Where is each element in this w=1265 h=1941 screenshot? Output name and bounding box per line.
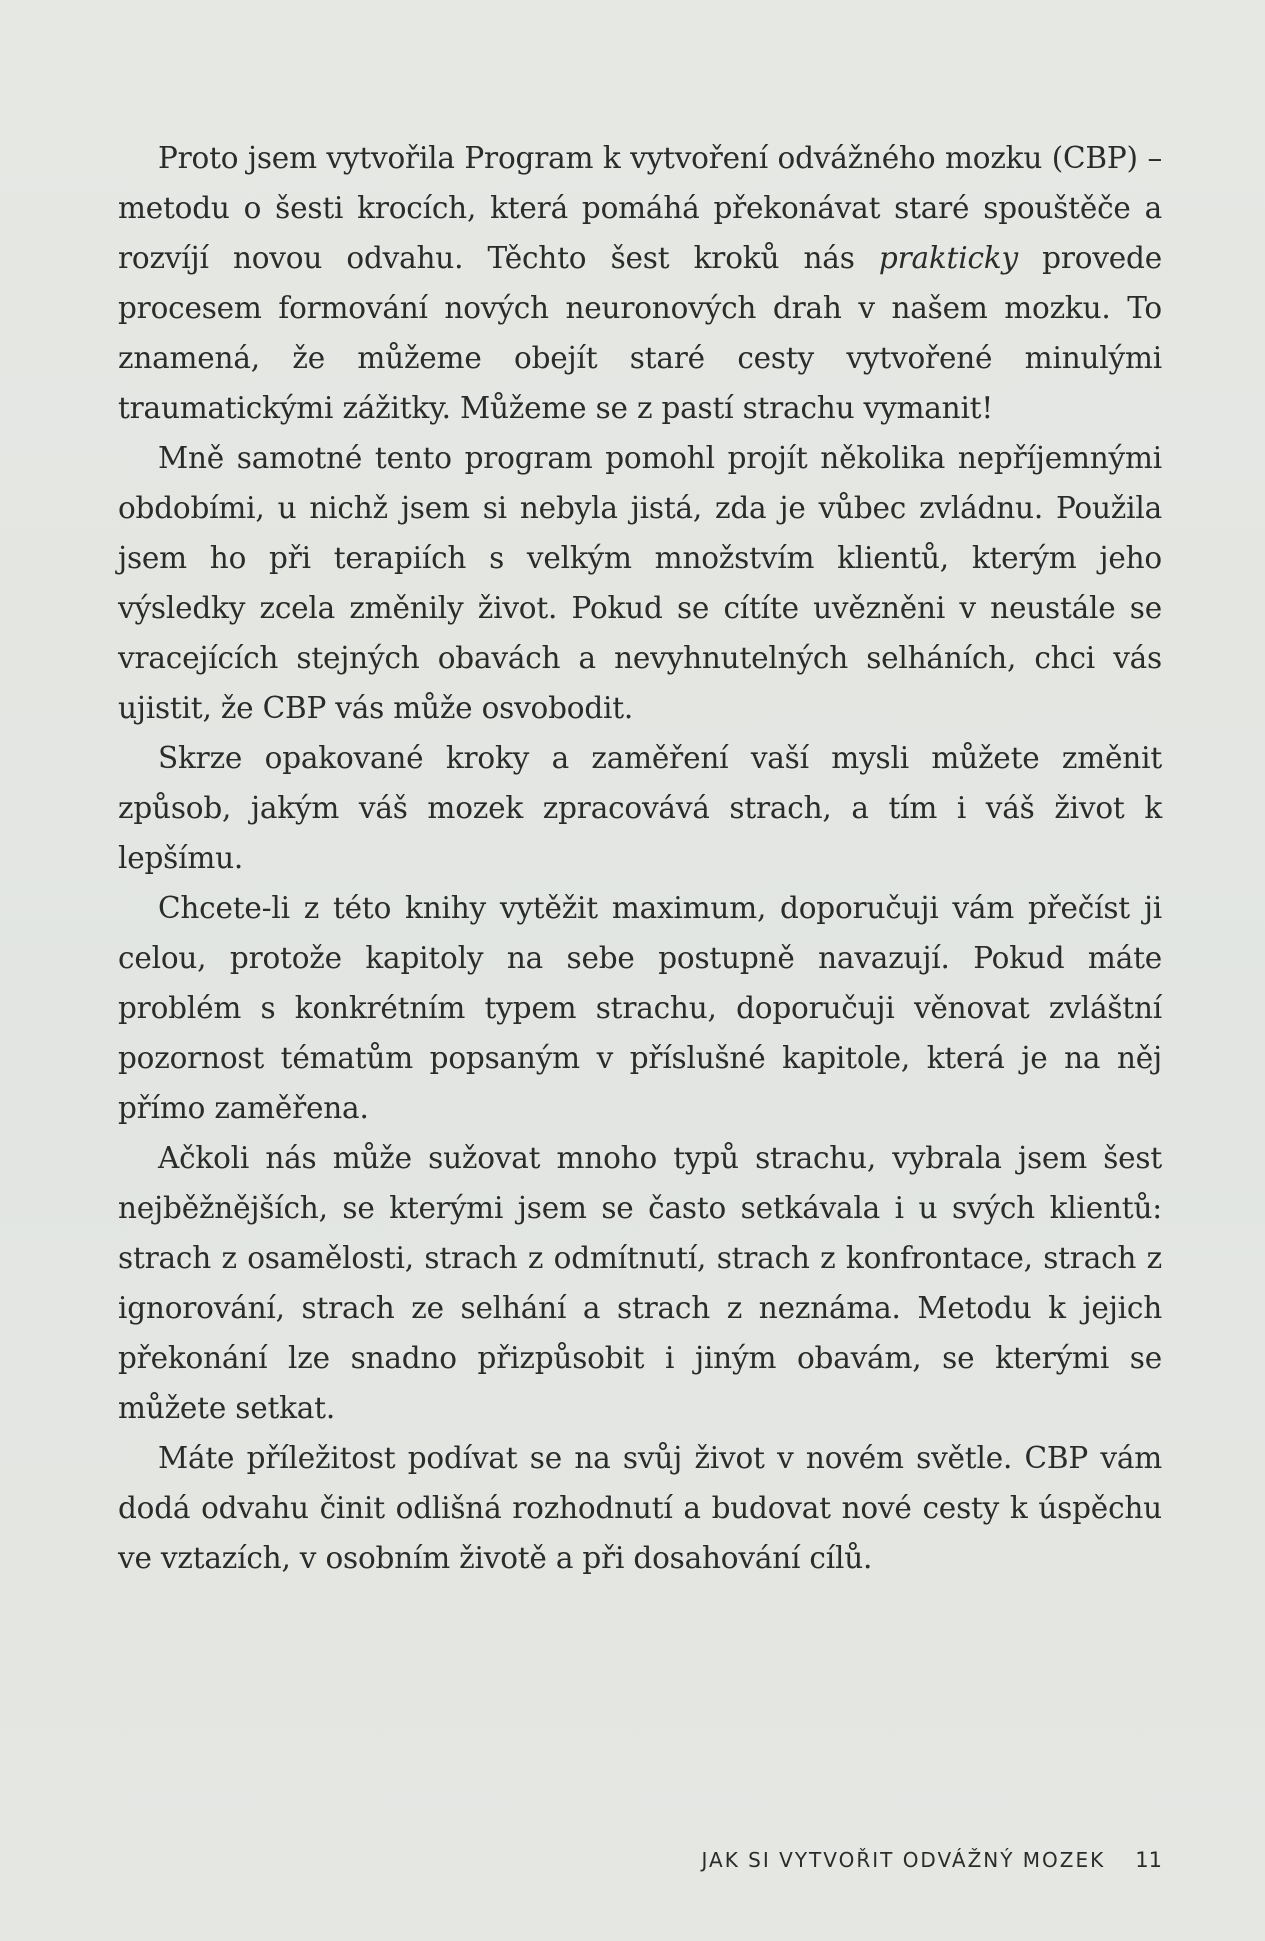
page-footer (600, 1848, 1162, 1872)
emphasis-prakticky: prakticky (878, 241, 1018, 275)
paragraph-1 (118, 133, 1162, 433)
paragraph-4: Chcete-li z této knihy vytěžit maximum, doporučuji vám přečíst ji celou, protože kapitoly na sebe postupně navazují. Pokud máte problém s konkrétním typem strachu, doporučuji věnovat zvláštní pozornost tématům popsaným v příslušné kapitole, která je na něj přímo zaměřena. (118, 891, 1162, 1125)
running-title: JAK SI VYTVOŘIT ODVÁŽNÝ MOZEK (701, 1848, 1106, 1872)
paragraph-6: Máte příležitost podívat se na svůj život v novém světle. CBP vám dodá odvahu činit odlišná rozhodnutí a budovat nové cesty k úspěchu ve vztazích, v osobním životě a při dosahování cílů. (118, 1441, 1162, 1575)
paragraph-1-text-end: provede procesem formování nových neuronových drah v našem mozku. To znamená, že můžeme obejít staré cesty vytvořené minulými traumatickými zážitky. Můžeme se z pastí strachu vymanit! (118, 241, 1162, 425)
paragraph-2: Mně samotné tento program pomohl projít několika nepříjemnými obdobími, u nichž jsem si nebyla jistá, zda je vůbec zvládnu. Použila jsem ho při terapiích s velkým množstvím klientů, kterým jeho výsledky zcela změnily život. Pokud se cítíte uvězněni v neustále se vracejících stejných obavách a nevyhnutelných selháních, chci vás ujistit, že CBP vás může osvobodit. (118, 441, 1162, 725)
paragraph-1-text-start: Proto jsem vytvořila Program k vytvoření odvážného mozku (CBP) – metodu o šesti krocích, která pomáhá překonávat staré spouštěče a rozvíjí novou odvahu. Těchto šest kroků nás (118, 141, 1162, 275)
paragraph-3: Skrze opakované kroky a zaměření vaší mysli můžete změnit způsob, jakým váš mozek zpracovává strach, a tím i váš život k lepšímu. (118, 741, 1162, 875)
paragraph-5: Ačkoli nás může sužovat mnoho typů strachu, vybrala jsem šest nejběžnějších, se kterými jsem se často setkávala i u svých klientů: strach z osamělosti, strach z odmítnutí, strach z konfrontace, strach z ignorování, strach ze selhání a strach z neznáma. Metodu k jejich překonání lze snadno přizpůsobit i jiným obavám, se kterými se můžete setkat. (118, 1141, 1162, 1425)
page-number: 11 (1135, 1848, 1162, 1872)
body-text (118, 133, 1162, 1583)
